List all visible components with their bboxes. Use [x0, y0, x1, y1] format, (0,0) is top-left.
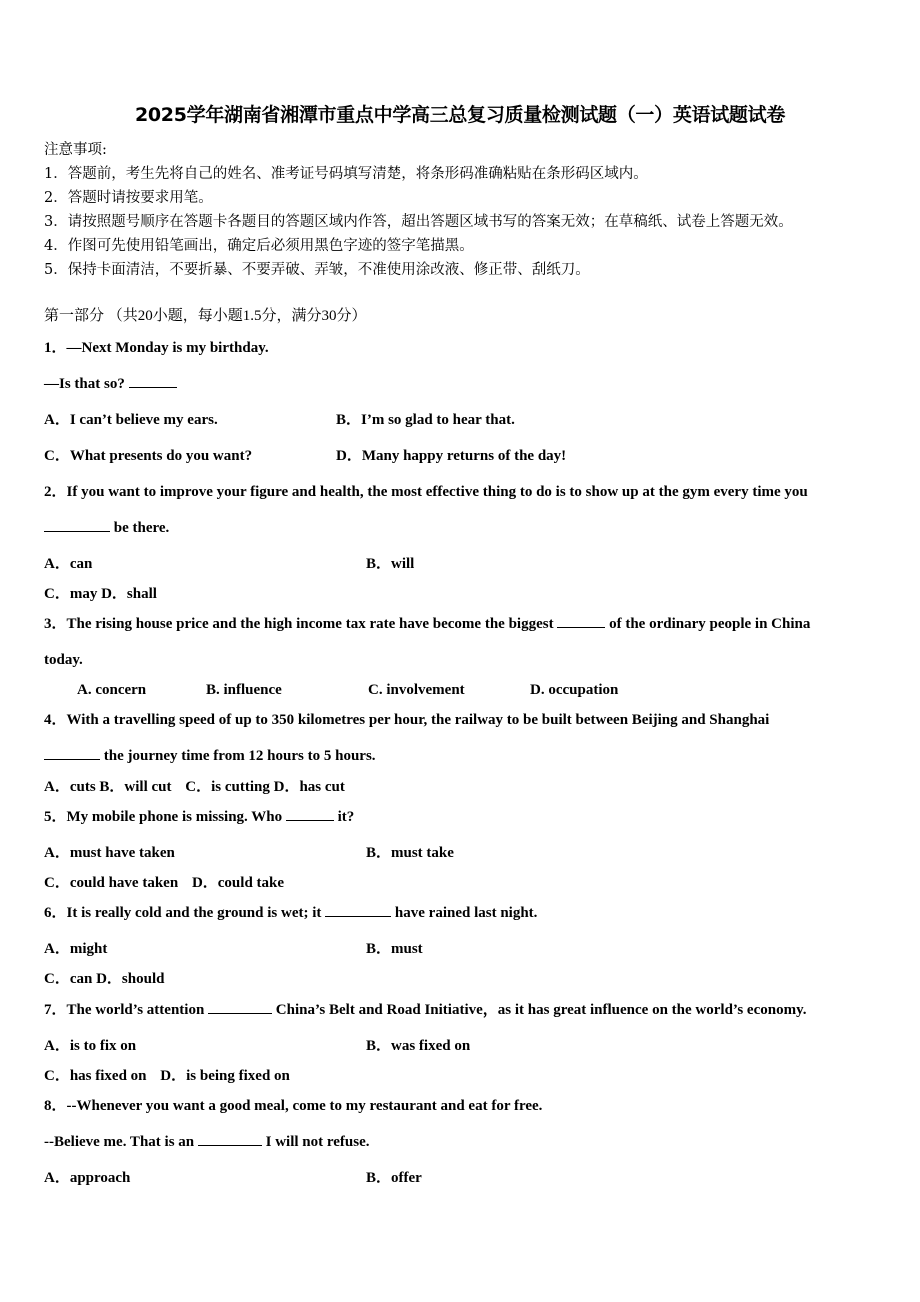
option-b[interactable]: B．must [366, 941, 423, 957]
question-5-options-cd [44, 873, 284, 893]
question-text: With a travelling speed of up to 350 kilometres per hour, the railway to be built between Beijing and Shanghai [66, 712, 770, 728]
question-number: 5． [44, 809, 67, 825]
question-3 [44, 614, 810, 634]
option-d[interactable]: D．shall [101, 586, 157, 602]
question-text: My mobile phone is missing. Who [66, 809, 283, 825]
question-8 [44, 1096, 542, 1116]
option-a[interactable]: A．approach [44, 1170, 131, 1186]
option-c[interactable]: C. involvement [368, 682, 465, 698]
question-text: it? [337, 809, 355, 825]
question-2-options-ab [44, 554, 644, 574]
question-number: 8． [44, 1098, 67, 1114]
option-c[interactable]: C．may [44, 586, 98, 602]
question-4-options [44, 777, 345, 797]
note-item: 3．请按照题号顺序在答题卡各题目的答题区域内作答，超出答题区域书写的答案无效；在草稿纸、试卷上答题无效。 [44, 214, 793, 230]
option-d[interactable]: D. occupation [530, 682, 619, 698]
option-b[interactable]: B．was fixed on [366, 1038, 471, 1054]
option-b[interactable]: B. influence [206, 682, 282, 698]
option-b[interactable]: B．will cut [99, 779, 172, 795]
option-a[interactable]: A．is to fix on [44, 1038, 137, 1054]
question-2-line2 [44, 518, 169, 538]
question-2-options-cd [44, 584, 157, 604]
answer-blank [198, 1133, 262, 1146]
answer-blank [557, 615, 605, 628]
question-number: 1． [44, 340, 67, 356]
notes-heading: 注意事项: [44, 142, 107, 158]
option-a[interactable]: A．cuts [44, 779, 96, 795]
option-c[interactable]: C．is cutting [185, 779, 270, 795]
option-d[interactable]: D．Many happy returns of the day! [336, 448, 567, 464]
question-text: today. [44, 652, 83, 668]
answer-blank [325, 904, 391, 917]
option-c[interactable]: C．What presents do you want? [44, 448, 253, 464]
question-text: —Next Monday is my birthday. [66, 340, 269, 356]
question-text: be there. [113, 520, 170, 536]
section-heading: 第一部分 （共20小题，每小题1.5分，满分30分） [44, 308, 367, 324]
option-c[interactable]: C．can [44, 971, 93, 987]
note-item: 5．保持卡面清洁，不要折暴、不要弄破、弄皱，不准使用涂改液、修正带、刮纸刀。 [44, 262, 590, 278]
question-8-line2 [44, 1132, 370, 1152]
option-d[interactable]: D．is being fixed on [160, 1068, 290, 1084]
option-a[interactable]: A．I can’t believe my ears. [44, 412, 218, 428]
question-number: 3． [44, 616, 67, 632]
option-d[interactable]: D．could take [191, 875, 285, 891]
note-item: 4．作图可先使用铅笔画出，确定后必须用黑色字迹的签字笔描黑。 [44, 238, 474, 254]
option-a[interactable]: A．can [44, 556, 93, 572]
question-1-options-cd [44, 446, 644, 466]
question-4-line2 [44, 746, 376, 766]
question-3-options [77, 680, 677, 700]
question-5-options-ab [44, 843, 644, 863]
answer-blank [44, 747, 100, 760]
option-c[interactable]: C．has fixed on [44, 1068, 147, 1084]
answer-blank [286, 808, 334, 821]
question-number: 4． [44, 712, 67, 728]
question-text: —Is that so? [44, 376, 125, 392]
question-text: If you want to improve your figure and health, the most effective thing to do is to show up at the gym every time you [66, 484, 808, 500]
note-item: 1．答题前，考生先将自己的姓名、准考证号码填写清楚，将条形码准确粘贴在条形码区域内。 [44, 166, 648, 182]
answer-blank [208, 1001, 272, 1014]
question-number: 6． [44, 905, 67, 921]
question-7-options-cd [44, 1066, 290, 1086]
option-b[interactable]: B．must take [366, 845, 454, 861]
option-b[interactable]: B．I’m so glad to hear that. [336, 412, 515, 428]
question-1 [44, 338, 269, 358]
notes-section [44, 138, 793, 282]
page-title: 2025学年湖南省湘潭市重点中学高三总复习质量检测试题（一）英语试题试卷 [134, 104, 786, 126]
question-3-line2 [44, 650, 83, 670]
question-text: It is really cold and the ground is wet; it [66, 905, 322, 921]
option-b[interactable]: B．will [366, 556, 415, 572]
question-number: 2． [44, 484, 67, 500]
question-text: The rising house price and the high income tax rate have become the biggest [66, 616, 554, 632]
question-number: 7． [44, 1002, 67, 1018]
question-2 [44, 482, 808, 502]
option-d[interactable]: D．has cut [273, 779, 345, 795]
question-6-options-ab [44, 939, 644, 959]
answer-blank [129, 375, 177, 388]
question-text: the journey time from 12 hours to 5 hours. [103, 748, 376, 764]
option-d[interactable]: D．should [96, 971, 165, 987]
answer-blank [44, 519, 110, 532]
option-a[interactable]: A. concern [77, 682, 147, 698]
question-text: --Whenever you want a good meal, come to my restaurant and eat for free. [66, 1098, 543, 1114]
question-text: of the ordinary people in China [609, 616, 811, 632]
question-5 [44, 807, 354, 827]
note-item: 2．答题时请按要求用笔。 [44, 190, 213, 206]
question-1-options-ab [44, 410, 644, 430]
question-4 [44, 710, 769, 730]
question-8-options-ab [44, 1168, 644, 1188]
question-7-options-ab [44, 1036, 644, 1056]
option-a[interactable]: A．might [44, 941, 108, 957]
option-a[interactable]: A．must have taken [44, 845, 175, 861]
question-text: China’s Belt and Road Initiative，as it has great influence on the world’s economy. [275, 1002, 807, 1018]
question-text: I will not refuse. [265, 1134, 370, 1150]
question-6-options-cd [44, 969, 164, 989]
question-text: The world’s attention [66, 1002, 205, 1018]
question-7 [44, 1000, 807, 1020]
option-c[interactable]: C．could have taken [44, 875, 179, 891]
question-6 [44, 903, 537, 923]
option-b[interactable]: B．offer [366, 1170, 422, 1186]
question-1-line2 [44, 374, 177, 394]
question-text: --Believe me. That is an [44, 1134, 195, 1150]
question-text: have rained last night. [394, 905, 538, 921]
